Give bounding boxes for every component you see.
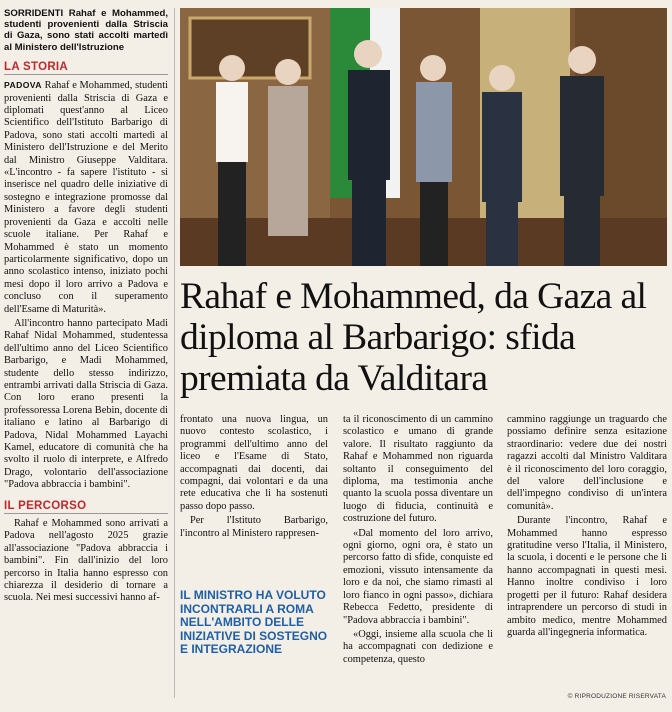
- photo-caption: [4, 8, 168, 53]
- headline: Rahaf e Mohammed, da Gaza al diploma al Barbarigo: sfida premiata da Valditara: [180, 276, 647, 399]
- article-paragraph: Durante l'incontro, Rahaf e Mohammed hanno espresso gratitudine verso l'Italia, il Ministero, la scuola, i docenti e le persone che li hanno accompagnati in questi mesi. Hanno inoltre condiviso i loro progetti per il futuro: Rahaf desidera intraprendere un percorso di studi in ambito medico, mentre Mohammed guarda all'ingegneria informatica.: [507, 515, 667, 638]
- section-heading-il-percorso: IL PERCORSO: [4, 500, 168, 514]
- paragraph-text: Rahaf e Mohammed, studenti provenienti dalla Striscia di Gaza e diplomati quest'anno al Liceo Scientifico dell'Istituto Barbarigo di Padova, sono stati accolti martedì al Ministero dell'Istruzione e del Merito dal Ministro Giuseppe Valditara. «L'incontro - fa sapere l'istituto - si inserisce nel quadro delle iniziative di sostegno e integrazione promosse dal Ministero a favore degli studenti provenienti da Gaza e accolti nelle scuole italiane. Per Rahaf e Mohammed è stato un momento particolarmente significativo, dopo un anno scolastico intenso, iniziato pochi mesi dopo il loro arrivo a Padova e concluso con il superamento dell'Esame di Maturità».: [4, 80, 168, 315]
- left-column: [4, 8, 168, 607]
- article-paragraph: ta il riconoscimento di un cammino scolastico e umano di grande valore. Il risultato raggiunto da Rahaf e Mohammed non riguarda soltanto il conseguimento del diploma, ma testimonia anche quanto la scuola possa diventare un luogo di fiducia, continuità e costruzione del futuro.: [343, 414, 493, 525]
- article-photo: [180, 8, 667, 266]
- article-paragraph: frontato una nuova lingua, un nuovo contesto scolastico, i programmi dell'ultimo anno del liceo e l'Esame di Stato, accompagnati dai docenti, dai compagni, dai volontari e da una rete educativa che li ha sostenuti passo dopo passo.: [180, 414, 328, 512]
- column-divider: [174, 8, 175, 698]
- pull-quote: IL MINISTRO HA VOLUTO INCONTRARLI A ROMA NELL'AMBITO DELLE INIZIATIVE DI SOSTEGNO E INTEGRAZIONE: [180, 588, 328, 657]
- article-paragraph: «Dal momento del loro arrivo, ogni giorno, ogni ora, è stato un percorso fatto di sfide, conquiste ed emozioni, vissuto intensamente da loro e da noi, che siamo rimasti al loro fianco in ogni passo», dichiara Rebecca Fedetto, presidente di "Padova abbraccia i bambini".: [343, 527, 493, 626]
- article-paragraph: Per l'Istituto Barbarigo, l'incontro al Ministero rappresen-: [180, 515, 328, 539]
- article-paragraph: [4, 79, 168, 316]
- copyright-notice: © RIPRODUZIONE RISERVATA: [567, 693, 666, 700]
- caption-text: Rahaf e Mohammed, studenti provenienti dalla Striscia di Gaza, sono stati accolti martedì al Ministero dell'Istruzione: [4, 8, 168, 53]
- body-column-2: [343, 414, 493, 668]
- body-column-3: [507, 414, 667, 641]
- article-paragraph: All'incontro hanno partecipato Madi Rahaf Nidal Mohammed, studentessa dell'ultimo anno del Liceo Scientifico Barbarigo, e Madi Mohammed, studente dello stesso indirizzo, entrambi arrivati dalla Striscia di Gaza. Con loro erano presenti la professoressa Lorena Bebin, docente di italiano e latino al Barbarigo di Padova, Nidal Mohammed Layachi Kamel, educatore di comunità che ha svolto il ruolo di interprete, e Alfredo Drago, volontario dell'associazione "Padova abbraccia i bambini".: [4, 317, 168, 491]
- section-heading-la-storia: LA STORIA: [4, 61, 168, 75]
- article-paragraph: cammino raggiunge un traguardo che possiamo definire senza esitazione straordinario: vedere due dei nostri ragazzi accolti dal Ministro Valditara è il riconoscimento del loro coraggio, del valore dell'inclusione e dell'impegno condiviso di un'intera comunità».: [507, 414, 667, 512]
- article-paragraph: Rahaf e Mohammed sono arrivati a Padova nell'agosto 2025 grazie all'associazione "Padova abbraccia i bambini". Fin dall'inizio del loro percorso in Italia hanno espresso con chiarezza il desiderio di tornare a scuola. Nei mesi successivi hanno af-: [4, 518, 168, 604]
- article-paragraph: «Oggi, insieme alla scuola che li ha accompagnati con dedizione e competenza, questo: [343, 628, 493, 665]
- body-column-1: [180, 414, 328, 542]
- dateline: PADOVA: [4, 80, 42, 91]
- caption-lead: SORRIDENTI: [4, 8, 64, 19]
